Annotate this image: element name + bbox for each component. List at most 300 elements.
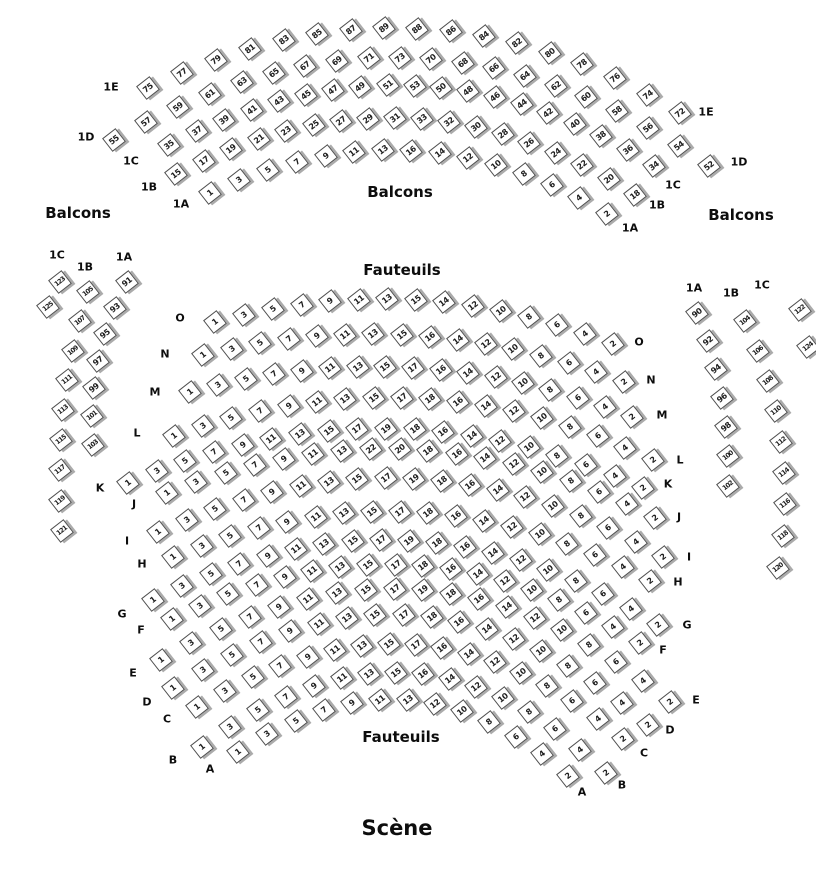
seat-balcony-1C-35[interactable]: [157, 133, 181, 157]
seat-orchestra-I-2[interactable]: [651, 545, 675, 569]
seat-balcony-1E-75[interactable]: [136, 76, 160, 100]
seat-balcony-1D-68[interactable]: [451, 51, 475, 75]
seat-orchestra-F-3[interactable]: [188, 594, 212, 618]
seat-orchestra-N-6[interactable]: [557, 351, 581, 375]
seat-balcony-1B-25[interactable]: [302, 113, 326, 137]
seat-orchestra-J-11[interactable]: [301, 442, 325, 466]
seat-orchestra-A-13[interactable]: [396, 688, 420, 712]
seat-orchestra-J-12[interactable]: [502, 452, 526, 476]
seat-orchestra-C-12[interactable]: [483, 650, 507, 674]
seat-balcony-1E-85[interactable]: [305, 22, 329, 46]
seat-balcony-1A-3[interactable]: [227, 169, 251, 193]
seat-orchestra-E-13[interactable]: [325, 581, 349, 605]
seat-balcony-1B-20[interactable]: [597, 167, 621, 191]
seat-orchestra-D-18[interactable]: [420, 605, 444, 629]
seat-orchestra-O-13[interactable]: [375, 287, 399, 311]
seat-orchestra-N-15[interactable]: [390, 323, 414, 347]
seat-orchestra-L-7[interactable]: [248, 399, 272, 423]
seat-balcony-1E-88[interactable]: [405, 17, 429, 41]
seat-orchestra-D-2[interactable]: [636, 713, 660, 737]
seat-orchestra-I-12[interactable]: [513, 485, 537, 509]
seat-orchestra-O-12[interactable]: [461, 294, 485, 318]
seat-balcony-1B-21[interactable]: [247, 127, 271, 151]
seat-orchestra-H-14[interactable]: [472, 509, 496, 533]
seat-orchestra-L-18[interactable]: [418, 387, 442, 411]
seat-orchestra-F-16[interactable]: [439, 557, 463, 581]
seat-orchestra-D-14[interactable]: [475, 617, 499, 641]
seat-orchestra-B-4[interactable]: [569, 738, 593, 762]
seat-balcony-1C-48[interactable]: [456, 79, 480, 103]
seat-side-right-1A-92[interactable]: [696, 329, 720, 353]
seat-balcony-1D-63[interactable]: [230, 70, 254, 94]
seat-balcony-1D-66[interactable]: [482, 56, 506, 80]
seat-orchestra-J-6[interactable]: [587, 480, 611, 504]
seat-orchestra-H-16[interactable]: [444, 504, 468, 528]
seat-orchestra-G-7[interactable]: [227, 552, 251, 576]
seat-balcony-1A-2[interactable]: [595, 202, 619, 226]
seat-orchestra-E-2[interactable]: [658, 690, 682, 714]
seat-orchestra-H-9[interactable]: [275, 510, 299, 534]
seat-orchestra-B-12[interactable]: [464, 675, 488, 699]
seat-orchestra-D-7[interactable]: [249, 630, 273, 654]
seat-orchestra-D-5[interactable]: [220, 643, 244, 667]
seat-balcony-1C-45[interactable]: [294, 83, 318, 107]
seat-orchestra-L-17[interactable]: [390, 386, 414, 410]
seat-side-right-1A-96[interactable]: [710, 386, 734, 410]
seat-orchestra-E-11[interactable]: [296, 587, 320, 611]
seat-orchestra-M-8[interactable]: [538, 378, 562, 402]
seat-balcony-1C-41[interactable]: [240, 98, 264, 122]
seat-balcony-1E-87[interactable]: [339, 18, 363, 42]
seat-balcony-1D-55[interactable]: [102, 128, 126, 152]
seat-orchestra-H-13[interactable]: [332, 502, 356, 526]
seat-orchestra-E-1[interactable]: [149, 648, 173, 672]
seat-orchestra-L-10[interactable]: [530, 406, 554, 430]
seat-side-right-1B-106[interactable]: [746, 339, 770, 363]
seat-orchestra-M-1[interactable]: [178, 380, 202, 404]
seat-balcony-1B-18[interactable]: [623, 183, 647, 207]
seat-orchestra-H-7[interactable]: [247, 516, 271, 540]
seat-orchestra-K-13[interactable]: [288, 422, 312, 446]
seat-balcony-1B-19[interactable]: [219, 137, 243, 161]
seat-orchestra-E-6[interactable]: [604, 650, 628, 674]
seat-balcony-1C-34[interactable]: [642, 154, 666, 178]
seat-orchestra-I-17[interactable]: [374, 466, 398, 490]
seat-orchestra-K-11[interactable]: [260, 427, 284, 451]
seat-orchestra-L-8[interactable]: [558, 415, 582, 439]
seat-orchestra-K-1[interactable]: [116, 471, 140, 495]
seat-balcony-1E-89[interactable]: [372, 16, 396, 40]
seat-balcony-1C-46[interactable]: [483, 85, 507, 109]
seat-orchestra-A-12[interactable]: [423, 692, 447, 716]
seat-side-left-1A-103[interactable]: [81, 433, 105, 457]
seat-balcony-1B-23[interactable]: [274, 120, 298, 144]
seat-orchestra-F-8[interactable]: [547, 589, 571, 613]
seat-orchestra-I-10[interactable]: [541, 494, 565, 518]
seat-orchestra-E-16[interactable]: [467, 588, 491, 612]
seat-orchestra-D-8[interactable]: [556, 654, 580, 678]
seat-orchestra-F-15[interactable]: [356, 553, 380, 577]
seat-side-left-1B-107[interactable]: [68, 309, 92, 333]
seat-orchestra-M-6[interactable]: [566, 386, 590, 410]
seat-orchestra-C-2[interactable]: [611, 727, 635, 751]
seat-orchestra-M-4[interactable]: [593, 395, 617, 419]
seat-orchestra-H-1[interactable]: [161, 545, 185, 569]
seat-orchestra-L-2[interactable]: [641, 448, 665, 472]
seat-orchestra-F-17[interactable]: [384, 553, 408, 577]
seat-orchestra-E-19[interactable]: [411, 578, 435, 602]
seat-orchestra-O-7[interactable]: [290, 293, 314, 317]
seat-side-right-1C-122[interactable]: [788, 298, 812, 322]
seat-orchestra-D-12[interactable]: [502, 627, 526, 651]
seat-orchestra-J-3[interactable]: [184, 470, 208, 494]
seat-orchestra-J-18[interactable]: [416, 439, 440, 463]
seat-orchestra-O-1[interactable]: [203, 310, 227, 334]
seat-balcony-1D-65[interactable]: [262, 61, 286, 85]
seat-orchestra-F-4[interactable]: [601, 615, 625, 639]
seat-orchestra-I-6[interactable]: [596, 516, 620, 540]
seat-orchestra-B-15[interactable]: [384, 661, 408, 685]
seat-orchestra-J-1[interactable]: [155, 481, 179, 505]
seat-orchestra-G-16[interactable]: [453, 535, 477, 559]
seat-balcony-1E-74[interactable]: [636, 83, 660, 107]
seat-orchestra-C-4[interactable]: [586, 707, 610, 731]
seat-side-left-1B-121[interactable]: [50, 519, 74, 543]
seat-balcony-1B-33[interactable]: [410, 107, 434, 131]
seat-orchestra-C-16[interactable]: [430, 636, 454, 660]
seat-orchestra-J-9[interactable]: [272, 447, 296, 471]
seat-side-right-1B-120[interactable]: [766, 556, 790, 580]
seat-orchestra-C-14[interactable]: [457, 642, 481, 666]
seat-orchestra-I-15[interactable]: [346, 467, 370, 491]
seat-orchestra-J-4[interactable]: [615, 492, 639, 516]
seat-orchestra-J-13[interactable]: [330, 439, 354, 463]
seat-orchestra-I-7[interactable]: [232, 488, 256, 512]
seat-balcony-1E-82[interactable]: [505, 31, 529, 55]
seat-balcony-1A-1[interactable]: [198, 181, 222, 205]
seat-orchestra-C-10[interactable]: [509, 661, 533, 685]
seat-orchestra-F-12[interactable]: [493, 569, 517, 593]
seat-balcony-1B-32[interactable]: [437, 111, 461, 135]
seat-orchestra-K-18[interactable]: [403, 418, 427, 442]
seat-orchestra-L-4[interactable]: [613, 436, 637, 460]
seat-balcony-1D-54[interactable]: [667, 134, 691, 158]
seat-balcony-1E-84[interactable]: [472, 24, 496, 48]
seat-orchestra-E-18[interactable]: [439, 582, 463, 606]
seat-orchestra-G-8[interactable]: [564, 569, 588, 593]
seat-orchestra-B-9[interactable]: [302, 674, 326, 698]
seat-orchestra-C-7[interactable]: [268, 654, 292, 678]
seat-orchestra-G-4[interactable]: [619, 597, 643, 621]
seat-side-left-1A-93[interactable]: [103, 296, 127, 320]
seat-orchestra-I-4[interactable]: [624, 530, 648, 554]
seat-orchestra-D-10[interactable]: [529, 639, 553, 663]
seat-orchestra-H-3[interactable]: [190, 534, 214, 558]
seat-orchestra-G-1[interactable]: [141, 588, 165, 612]
seat-side-right-1B-118[interactable]: [771, 524, 795, 548]
seat-orchestra-E-9[interactable]: [267, 595, 291, 619]
seat-orchestra-E-5[interactable]: [209, 617, 233, 641]
seat-balcony-1B-28[interactable]: [491, 122, 515, 146]
seat-orchestra-J-8[interactable]: [559, 469, 583, 493]
seat-side-right-1A-98[interactable]: [714, 415, 738, 439]
seat-balcony-1A-4[interactable]: [567, 187, 591, 211]
seat-balcony-1D-57[interactable]: [134, 111, 158, 135]
seat-balcony-1D-61[interactable]: [198, 82, 222, 106]
seat-orchestra-B-3[interactable]: [218, 715, 242, 739]
seat-orchestra-C-6[interactable]: [560, 689, 584, 713]
seat-orchestra-N-5[interactable]: [248, 331, 272, 355]
seat-orchestra-I-14[interactable]: [486, 478, 510, 502]
seat-orchestra-G-2[interactable]: [646, 613, 670, 637]
seat-balcony-1C-51[interactable]: [376, 73, 400, 97]
seat-orchestra-A-10[interactable]: [450, 699, 474, 723]
seat-side-left-1B-115[interactable]: [49, 428, 73, 452]
seat-orchestra-A-3[interactable]: [255, 723, 279, 747]
seat-orchestra-J-2[interactable]: [643, 506, 667, 530]
seat-orchestra-D-1[interactable]: [161, 676, 185, 700]
seat-balcony-1C-39[interactable]: [212, 108, 236, 132]
seat-orchestra-G-3[interactable]: [170, 574, 194, 598]
seat-orchestra-B-5[interactable]: [247, 698, 271, 722]
seat-orchestra-H-10[interactable]: [528, 522, 552, 546]
seat-orchestra-O-2[interactable]: [601, 332, 625, 356]
seat-orchestra-M-9[interactable]: [290, 359, 314, 383]
seat-balcony-1E-77[interactable]: [170, 61, 194, 85]
seat-orchestra-B-16[interactable]: [411, 662, 435, 686]
seat-orchestra-I-19[interactable]: [402, 467, 426, 491]
seat-balcony-1B-29[interactable]: [356, 107, 380, 131]
seat-orchestra-D-3[interactable]: [191, 658, 215, 682]
seat-orchestra-O-5[interactable]: [261, 297, 285, 321]
seat-balcony-1D-52[interactable]: [697, 154, 721, 178]
seat-orchestra-F-6[interactable]: [574, 601, 598, 625]
seat-orchestra-F-18[interactable]: [411, 554, 435, 578]
seat-orchestra-K-5[interactable]: [174, 449, 198, 473]
seat-orchestra-N-12[interactable]: [474, 332, 498, 356]
seat-balcony-1C-40[interactable]: [563, 112, 587, 136]
seat-balcony-1B-30[interactable]: [464, 115, 488, 139]
seat-orchestra-F-9[interactable]: [273, 565, 297, 589]
seat-side-left-1B-117[interactable]: [48, 458, 72, 482]
seat-balcony-1C-47[interactable]: [321, 78, 345, 102]
seat-orchestra-K-2[interactable]: [631, 476, 655, 500]
seat-balcony-1D-73[interactable]: [388, 46, 412, 70]
seat-balcony-1A-8[interactable]: [512, 162, 536, 186]
seat-orchestra-O-3[interactable]: [232, 303, 256, 327]
seat-orchestra-K-15[interactable]: [317, 419, 341, 443]
seat-side-right-1B-104[interactable]: [733, 309, 757, 333]
seat-orchestra-M-12[interactable]: [484, 366, 508, 390]
seat-orchestra-M-11[interactable]: [318, 356, 342, 380]
seat-orchestra-B-13[interactable]: [357, 662, 381, 686]
seat-orchestra-H-15[interactable]: [360, 500, 384, 524]
seat-orchestra-L-11[interactable]: [305, 390, 329, 414]
seat-orchestra-D-15[interactable]: [363, 603, 387, 627]
seat-orchestra-O-14[interactable]: [432, 290, 456, 314]
seat-side-left-1A-91[interactable]: [115, 270, 139, 294]
seat-orchestra-D-9[interactable]: [278, 619, 302, 643]
seat-orchestra-G-5[interactable]: [199, 562, 223, 586]
seat-balcony-1C-43[interactable]: [267, 89, 291, 113]
seat-balcony-1D-58[interactable]: [605, 99, 629, 123]
seat-balcony-1E-76[interactable]: [603, 66, 627, 90]
seat-orchestra-G-12[interactable]: [509, 548, 533, 572]
seat-orchestra-M-13[interactable]: [346, 355, 370, 379]
seat-orchestra-G-15[interactable]: [341, 529, 365, 553]
seat-orchestra-C-1[interactable]: [185, 695, 209, 719]
seat-orchestra-H-8[interactable]: [556, 532, 580, 556]
seat-balcony-1A-13[interactable]: [371, 138, 395, 162]
seat-orchestra-E-12[interactable]: [523, 606, 547, 630]
seat-balcony-1D-69[interactable]: [325, 49, 349, 73]
seat-balcony-1B-17[interactable]: [192, 149, 216, 173]
seat-orchestra-D-13[interactable]: [335, 606, 359, 630]
seat-balcony-1E-79[interactable]: [204, 48, 228, 72]
seat-balcony-1E-83[interactable]: [272, 28, 296, 52]
seat-balcony-1C-49[interactable]: [349, 75, 373, 99]
seat-balcony-1A-7[interactable]: [285, 150, 309, 174]
seat-orchestra-L-9[interactable]: [277, 394, 301, 418]
seat-balcony-1E-86[interactable]: [439, 19, 463, 43]
seat-balcony-1A-6[interactable]: [540, 173, 564, 197]
seat-balcony-1D-60[interactable]: [575, 85, 599, 109]
seat-orchestra-B-2[interactable]: [594, 761, 618, 785]
seat-orchestra-G-19[interactable]: [397, 529, 421, 553]
seat-orchestra-M-14[interactable]: [456, 361, 480, 385]
seat-side-right-1C-124[interactable]: [796, 335, 816, 359]
seat-orchestra-D-16[interactable]: [447, 610, 471, 634]
seat-balcony-1B-26[interactable]: [517, 131, 541, 155]
seat-orchestra-E-3[interactable]: [179, 631, 203, 655]
seat-orchestra-A-1[interactable]: [226, 740, 250, 764]
seat-balcony-1B-15[interactable]: [164, 162, 188, 186]
seat-orchestra-J-20[interactable]: [388, 437, 412, 461]
seat-orchestra-M-7[interactable]: [262, 362, 286, 386]
seat-orchestra-G-10[interactable]: [536, 558, 560, 582]
seat-orchestra-N-8[interactable]: [529, 344, 553, 368]
seat-balcony-1D-56[interactable]: [636, 116, 660, 140]
seat-side-right-1A-94[interactable]: [704, 357, 728, 381]
seat-orchestra-K-3[interactable]: [145, 459, 169, 483]
seat-orchestra-A-7[interactable]: [312, 698, 336, 722]
seat-orchestra-I-9[interactable]: [261, 480, 285, 504]
seat-orchestra-I-16[interactable]: [458, 473, 482, 497]
seat-orchestra-K-6[interactable]: [574, 453, 598, 477]
seat-orchestra-M-3[interactable]: [206, 373, 230, 397]
seat-orchestra-A-8[interactable]: [477, 710, 501, 734]
seat-orchestra-I-18[interactable]: [430, 469, 454, 493]
seat-orchestra-K-7[interactable]: [202, 440, 226, 464]
seat-side-right-1B-108[interactable]: [756, 369, 780, 393]
seat-orchestra-A-6[interactable]: [504, 725, 528, 749]
seat-orchestra-I-1[interactable]: [146, 520, 170, 544]
seat-orchestra-N-1[interactable]: [191, 343, 215, 367]
seat-orchestra-O-9[interactable]: [318, 289, 342, 313]
seat-orchestra-A-2[interactable]: [556, 764, 580, 788]
seat-balcony-1C-50[interactable]: [429, 76, 453, 100]
seat-balcony-1A-5[interactable]: [256, 158, 280, 182]
seat-side-right-1B-112[interactable]: [769, 430, 793, 454]
seat-orchestra-N-9[interactable]: [305, 325, 329, 349]
seat-orchestra-B-14[interactable]: [438, 667, 462, 691]
seat-orchestra-F-5[interactable]: [217, 583, 241, 607]
seat-orchestra-G-17[interactable]: [369, 528, 393, 552]
seat-orchestra-O-8[interactable]: [517, 305, 541, 329]
seat-orchestra-I-13[interactable]: [317, 470, 341, 494]
seat-orchestra-C-11[interactable]: [323, 638, 347, 662]
seat-orchestra-C-5[interactable]: [241, 665, 265, 689]
seat-balcony-1B-24[interactable]: [544, 141, 568, 165]
seat-balcony-1A-16[interactable]: [399, 139, 423, 163]
seat-orchestra-L-13[interactable]: [333, 387, 357, 411]
seat-orchestra-O-11[interactable]: [347, 288, 371, 312]
seat-balcony-1A-12[interactable]: [456, 146, 480, 170]
seat-orchestra-G-11[interactable]: [284, 537, 308, 561]
seat-side-left-1B-109[interactable]: [61, 339, 85, 363]
seat-orchestra-F-14[interactable]: [466, 562, 490, 586]
seat-balcony-1B-27[interactable]: [329, 109, 353, 133]
seat-orchestra-K-12[interactable]: [488, 429, 512, 453]
seat-orchestra-C-13[interactable]: [350, 634, 374, 658]
seat-orchestra-K-14[interactable]: [460, 424, 484, 448]
seat-balcony-1E-80[interactable]: [538, 41, 562, 65]
seat-orchestra-B-10[interactable]: [491, 686, 515, 710]
seat-side-right-1B-110[interactable]: [764, 399, 788, 423]
seat-orchestra-B-8[interactable]: [517, 700, 541, 724]
seat-orchestra-O-6[interactable]: [545, 313, 569, 337]
seat-orchestra-I-8[interactable]: [569, 504, 593, 528]
seat-orchestra-B-1[interactable]: [190, 735, 214, 759]
seat-orchestra-L-15[interactable]: [362, 386, 386, 410]
seat-orchestra-N-16[interactable]: [418, 325, 442, 349]
seat-orchestra-H-12[interactable]: [500, 515, 524, 539]
seat-orchestra-L-16[interactable]: [446, 390, 470, 414]
seat-orchestra-M-16[interactable]: [429, 358, 453, 382]
seat-balcony-1D-71[interactable]: [357, 46, 381, 70]
seat-side-left-1C-123[interactable]: [48, 270, 72, 294]
seat-balcony-1C-36[interactable]: [616, 138, 640, 162]
seat-orchestra-C-3[interactable]: [213, 679, 237, 703]
seat-orchestra-H-5[interactable]: [218, 524, 242, 548]
seat-balcony-1A-14[interactable]: [428, 141, 452, 165]
seat-orchestra-L-3[interactable]: [191, 414, 215, 438]
seat-orchestra-M-17[interactable]: [401, 356, 425, 380]
seat-side-left-1C-125[interactable]: [36, 295, 60, 319]
seat-orchestra-C-9[interactable]: [296, 645, 320, 669]
seat-orchestra-K-9[interactable]: [231, 433, 255, 457]
seat-orchestra-I-11[interactable]: [289, 474, 313, 498]
seat-orchestra-E-10[interactable]: [550, 618, 574, 642]
seat-orchestra-H-18[interactable]: [416, 501, 440, 525]
seat-balcony-1D-59[interactable]: [166, 95, 190, 119]
seat-orchestra-K-10[interactable]: [517, 436, 541, 460]
seat-orchestra-D-17[interactable]: [392, 603, 416, 627]
seat-orchestra-A-4[interactable]: [530, 743, 554, 767]
seat-orchestra-K-17[interactable]: [345, 417, 369, 441]
seat-side-left-1B-113[interactable]: [51, 398, 75, 422]
seat-balcony-1A-9[interactable]: [314, 144, 338, 168]
seat-orchestra-A-5[interactable]: [284, 709, 308, 733]
seat-orchestra-F-10[interactable]: [520, 578, 544, 602]
seat-orchestra-C-8[interactable]: [535, 674, 559, 698]
seat-orchestra-M-15[interactable]: [373, 355, 397, 379]
seat-balcony-1D-70[interactable]: [419, 47, 443, 71]
seat-balcony-1D-67[interactable]: [294, 54, 318, 78]
seat-side-right-1A-90[interactable]: [685, 301, 709, 325]
seat-side-left-1B-105[interactable]: [76, 280, 100, 304]
seat-orchestra-G-6[interactable]: [591, 582, 615, 606]
